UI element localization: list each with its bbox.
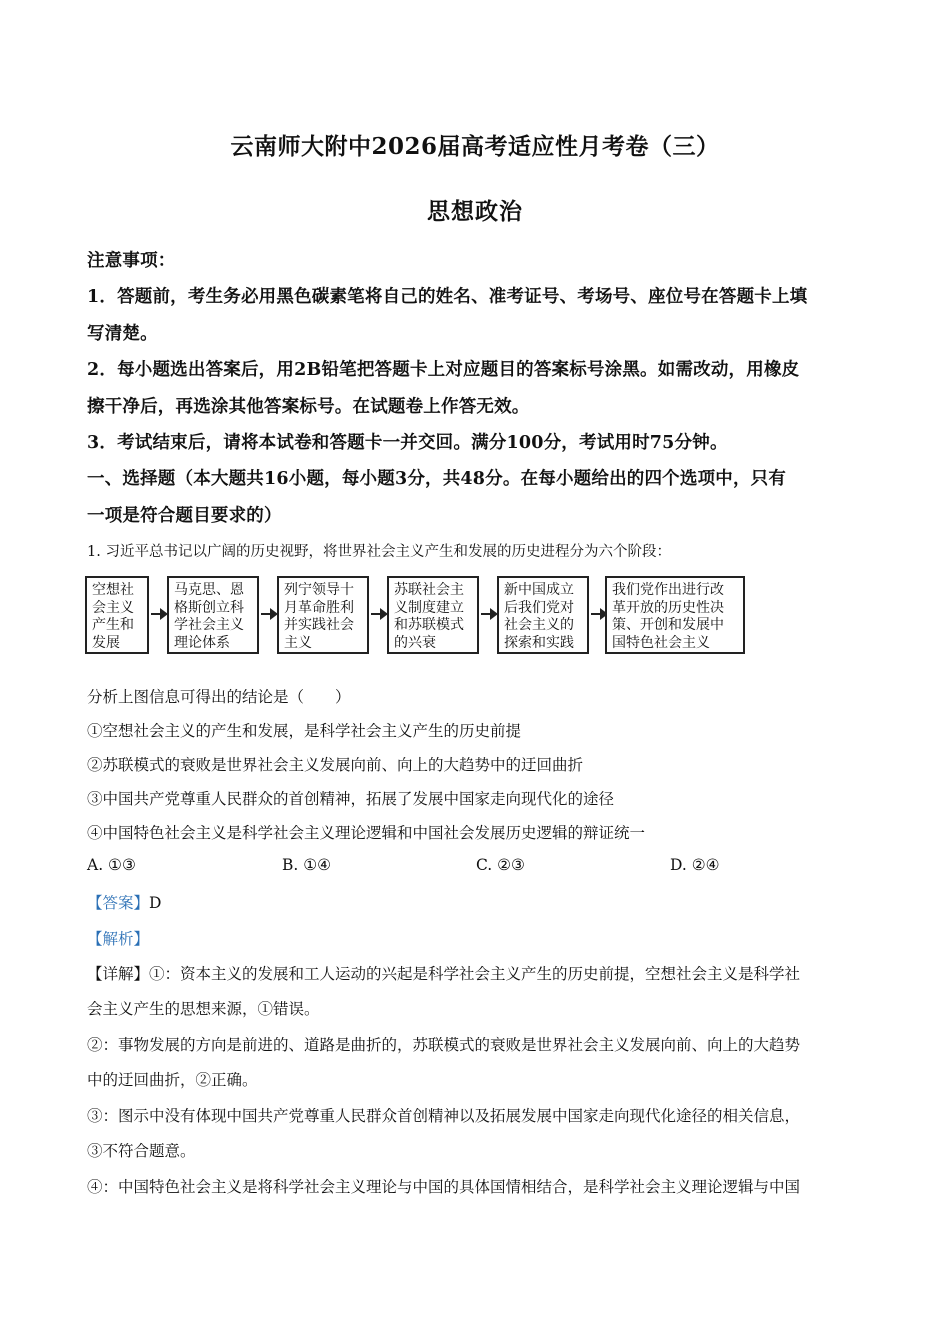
detail-line-2: 会主义产生的思想来源，①错误。 xyxy=(87,1000,320,1018)
option-d: D. ②④ xyxy=(670,856,720,874)
section-heading-line-1: 一、选择题（本大题共16小题，每小题3分，共48分。在每小题给出的四个选项中，只有 xyxy=(87,469,787,489)
detail-line-4: 中的迂回曲折，②正确。 xyxy=(87,1071,258,1089)
arrow-icon xyxy=(371,606,387,624)
detail-line-1: 【详解】①：资本主义的发展和工人运动的兴起是科学社会主义产生的历史前提，空想社会主义是科学社 xyxy=(87,965,801,983)
question-1-prompt: 分析上图信息可得出的结论是（ ） xyxy=(87,688,351,706)
section-heading-line-2: 一项是符合题目要求的） xyxy=(87,506,282,526)
answer-tag: 【答案】 xyxy=(87,894,150,912)
statement-2: ②苏联模式的衰败是世界社会主义发展向前、向上的大趋势中的迂回曲折 xyxy=(87,756,584,774)
arrow-icon xyxy=(151,606,167,624)
statement-1: ①空想社会主义的产生和发展，是科学社会主义产生的历史前提 xyxy=(87,722,522,740)
statement-3: ③中国共产党尊重人民群众的首创精神，拓展了发展中国家走向现代化的途径 xyxy=(87,790,615,808)
option-c: C. ②③ xyxy=(476,856,525,874)
note-1-line-2: 写清楚。 xyxy=(87,324,158,344)
stage-1-box: 空想社 会主义 产生和 发展 xyxy=(85,576,149,654)
option-b: B. ①④ xyxy=(282,856,332,874)
document-title: 云南师大附中2026届高考适应性月考卷（三） xyxy=(230,133,720,160)
statement-4: ④中国特色社会主义是科学社会主义理论逻辑和中国社会发展历史逻辑的辩证统一 xyxy=(87,824,646,842)
stage-6-box: 我们党作出进行改 革开放的历史性决 策、开创和发展中 国特色社会主义 xyxy=(605,576,745,654)
detail-line-6: ③不符合题意。 xyxy=(87,1142,196,1160)
subject-title: 思想政治 xyxy=(427,198,523,225)
stage-3-box: 列宁领导十 月革命胜利 并实践社会 主义 xyxy=(277,576,369,654)
option-a: A. ①③ xyxy=(87,856,136,874)
history-stages-flowchart xyxy=(85,576,755,660)
note-2-line-2: 擦干净后，再选涂其他答案标号。在试题卷上作答无效。 xyxy=(87,397,530,417)
note-1-line-1: 1．答题前，考生务必用黑色碳素笔将自己的姓名、准考证号、考场号、座位号在答题卡上填 xyxy=(87,287,808,307)
note-2-line-1: 2．每小题选出答案后，用2B铅笔把答题卡上对应题目的答案标号涂黑。如需改动，用橡皮 xyxy=(87,360,800,380)
arrow-icon xyxy=(261,606,277,624)
note-3: 3．考试结束后，请将本试卷和答题卡一并交回。满分100分，考试用时75分钟。 xyxy=(87,433,728,453)
detail-line-3: ②：事物发展的方向是前进的、道路是曲折的，苏联模式的衰败是世界社会主义发展向前、向上的大趋势 xyxy=(87,1036,801,1054)
question-1-stem: 1. 习近平总书记以广阔的历史视野，将世界社会主义产生和发展的历史进程分为六个阶段： xyxy=(87,544,671,560)
stage-4-box: 苏联社会主 义制度建立 和苏联模式 的兴衰 xyxy=(387,576,479,654)
arrow-icon xyxy=(481,606,497,624)
detail-line-5: ③：图示中没有体现中国共产党尊重人民群众首创精神以及拓展发展中国家走向现代化途径的相关信息， xyxy=(87,1107,801,1125)
stage-5-box: 新中国成立 后我们党对 社会主义的 探索和实践 xyxy=(497,576,589,654)
answer-value: D xyxy=(149,894,162,912)
analysis-tag: 【解析】 xyxy=(87,930,150,948)
notes-heading: 注意事项： xyxy=(87,251,176,271)
answer-line xyxy=(87,891,161,913)
detail-line-7: ④：中国特色社会主义是将科学社会主义理论与中国的具体国情相结合，是科学社会主义理论逻辑与中国 xyxy=(87,1178,801,1196)
stage-2-box: 马克思、恩 格斯创立科 学社会主义 理论体系 xyxy=(167,576,259,654)
